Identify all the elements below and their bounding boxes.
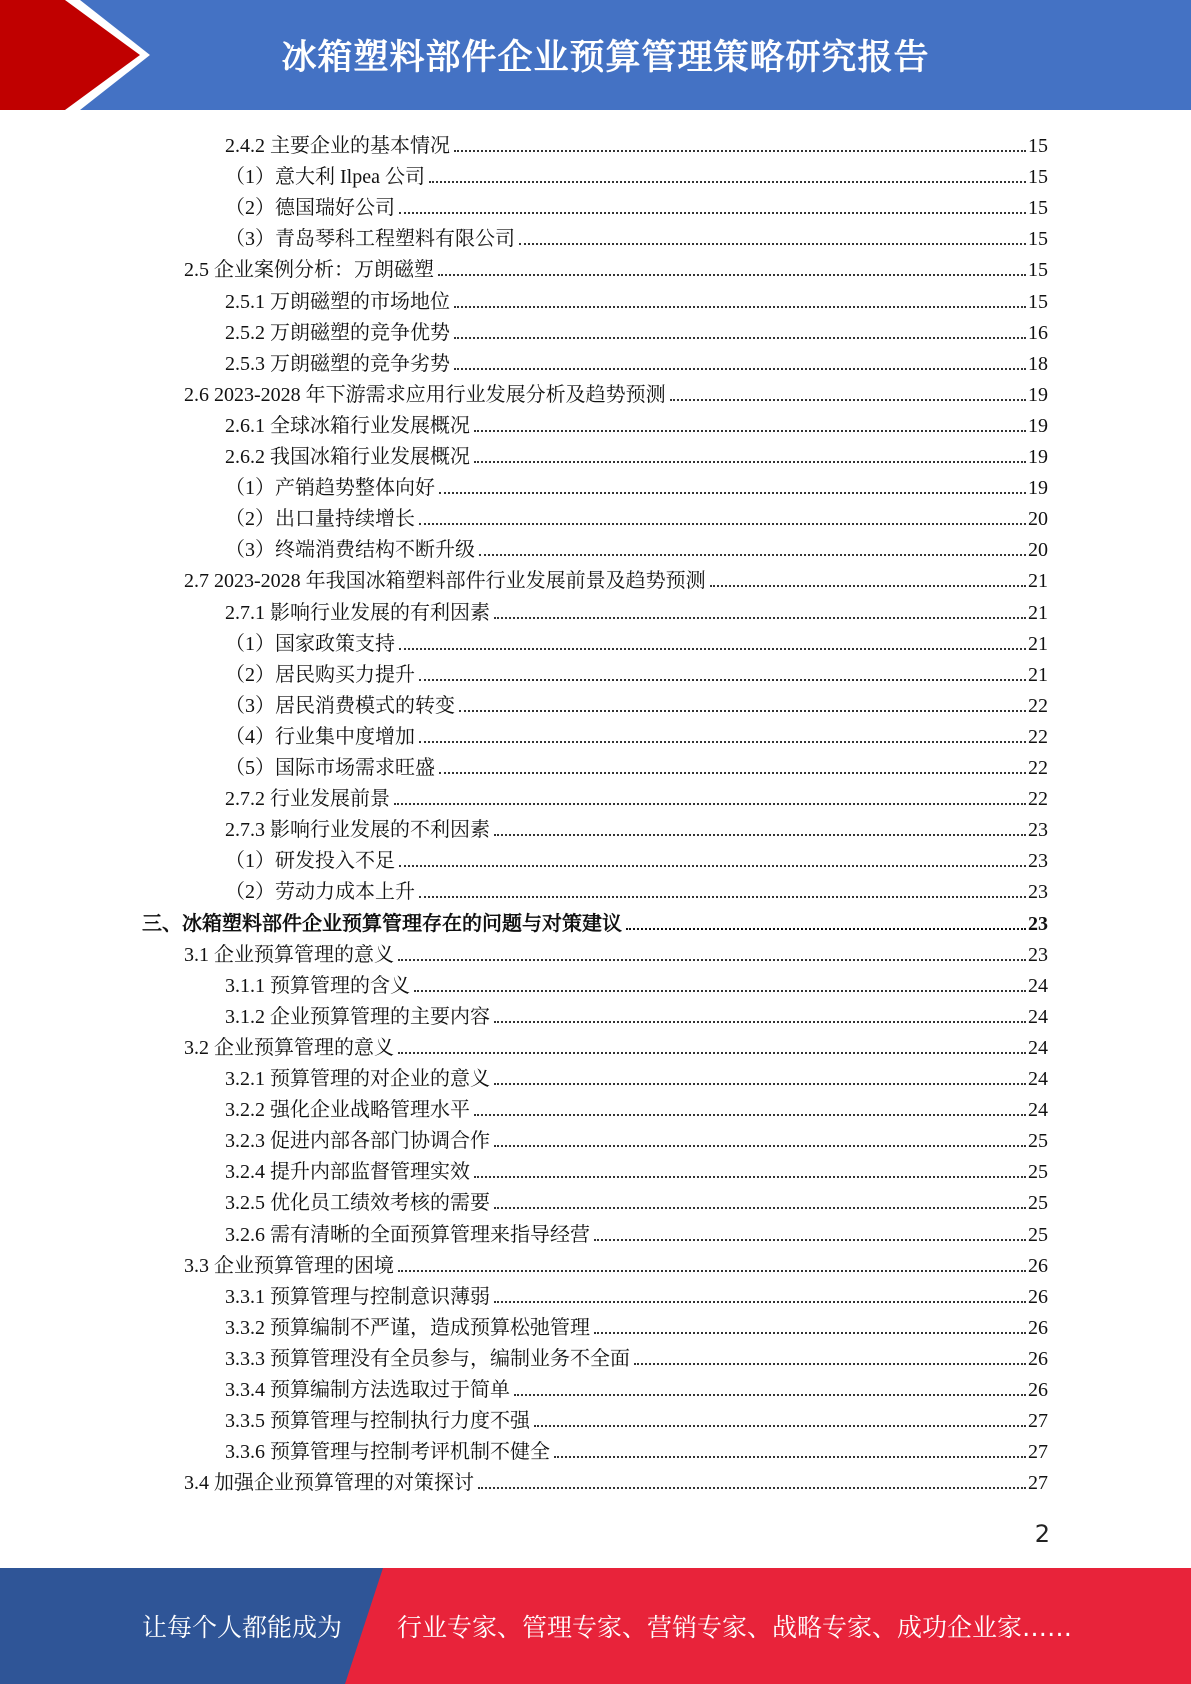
toc-entry[interactable] <box>0 624 1048 655</box>
toc-entry[interactable] <box>0 717 1048 748</box>
toc-entry[interactable] <box>0 344 1048 375</box>
toc-entry-page: 25 <box>1028 1223 1048 1246</box>
toc-entry[interactable] <box>0 997 1048 1028</box>
toc-entry-label: 2.7.1 影响行业发展的有利因素 <box>225 601 490 624</box>
toc-entry-label: （4）行业集中度增加 <box>225 725 415 748</box>
toc-entry[interactable] <box>0 1463 1048 1494</box>
toc-entry-label: 3.3.6 预算管理与控制考评机制不健全 <box>225 1441 550 1464</box>
toc-entry[interactable] <box>0 282 1048 313</box>
toc-dot-leader <box>394 803 1026 805</box>
toc-entry-page: 16 <box>1028 321 1048 344</box>
toc-dot-leader <box>494 1207 1026 1209</box>
toc-entry[interactable] <box>0 1183 1048 1214</box>
toc-dot-leader <box>474 1176 1026 1178</box>
toc-entry-page: 24 <box>1028 1005 1048 1028</box>
toc-entry-label: 2.6.2 我国冰箱行业发展概况 <box>225 446 470 468</box>
toc-entry[interactable] <box>0 468 1048 499</box>
toc-entry-label: （3）青岛琴科工程塑料有限公司 <box>225 228 515 251</box>
toc-entry-label: 3.1 企业预算管理的意义 <box>184 943 394 966</box>
toc-entry-label: 3.3.3 预算管理没有全员参与，编制业务不全面 <box>225 1347 630 1370</box>
toc-entry-label: 3.3.5 预算管理与控制执行力度不强 <box>225 1410 530 1433</box>
toc-entry[interactable] <box>0 437 1048 468</box>
toc-entry-label: 3.3 企业预算管理的困境 <box>184 1254 394 1277</box>
toc-dot-leader <box>438 274 1026 276</box>
toc-dot-leader <box>398 1052 1026 1054</box>
toc-dot-leader <box>474 1114 1026 1116</box>
toc-entry[interactable] <box>0 219 1048 250</box>
toc-dot-leader <box>429 181 1026 183</box>
toc-entry-label: 3.3.1 预算管理与控制意识薄弱 <box>225 1285 490 1308</box>
toc-entry-page: 21 <box>1028 601 1048 624</box>
page-header <box>0 0 1191 110</box>
toc-entry-page: 25 <box>1028 1192 1048 1215</box>
toc-entry-label: （5）国际市场需求旺盛 <box>225 757 435 779</box>
toc-dot-leader <box>626 928 1026 930</box>
toc-entry-page: 25 <box>1028 1130 1048 1153</box>
toc-entry-page: 15 <box>1028 197 1048 220</box>
toc-dot-leader <box>399 865 1026 867</box>
toc-entry-page: 24 <box>1028 974 1048 997</box>
toc-dot-leader <box>399 212 1026 214</box>
toc-entry[interactable] <box>0 561 1048 592</box>
toc-entry-page: 19 <box>1028 383 1048 406</box>
toc-dot-leader <box>494 1145 1026 1147</box>
footer-slogan-right: 行业专家、管理专家、营销专家、战略专家、成功企业家…… <box>397 1613 1073 1642</box>
toc-entry[interactable] <box>0 1215 1048 1246</box>
toc-entry-page: 21 <box>1028 570 1048 593</box>
toc-entry-page: 20 <box>1028 539 1048 562</box>
toc-entry-page: 26 <box>1028 1254 1048 1277</box>
toc-entry-label: 3.3.2 预算编制不严谨，造成预算松弛管理 <box>225 1316 590 1339</box>
toc-entry-label: （3）居民消费模式的转变 <box>225 694 455 717</box>
toc-entry-label: （2）居民购买力提升 <box>225 663 415 686</box>
page-number: 2 <box>1034 1520 1050 1548</box>
toc-entry-page: 18 <box>1028 352 1048 375</box>
toc-entry[interactable] <box>0 375 1048 406</box>
toc-dot-leader <box>494 1083 1026 1085</box>
toc-entry[interactable] <box>0 966 1048 997</box>
toc-entry-page: 15 <box>1028 135 1048 157</box>
toc-entry-label: （1）国家政策支持 <box>225 632 395 655</box>
toc-entry-label: 3.2.6 需有清晰的全面预算管理来指导经营 <box>225 1223 590 1246</box>
toc-entry[interactable] <box>0 406 1048 437</box>
toc-entry-page: 15 <box>1028 259 1048 282</box>
toc-dot-leader <box>519 243 1026 245</box>
toc-entry-page: 23 <box>1028 881 1048 904</box>
toc-dot-leader <box>494 1021 1026 1023</box>
toc-entry[interactable] <box>0 655 1048 686</box>
toc-entry-label: 2.6 2023-2028 年下游需求应用行业发展分析及趋势预测 <box>184 383 666 406</box>
toc-dot-leader <box>474 430 1026 432</box>
toc-entry-page: 21 <box>1028 663 1048 686</box>
toc-entry-page: 27 <box>1028 1410 1048 1433</box>
toc-dot-leader <box>414 990 1026 992</box>
toc-entry-page: 23 <box>1028 912 1048 935</box>
toc-entry[interactable] <box>0 779 1048 810</box>
toc-entry-page: 27 <box>1028 1441 1048 1464</box>
toc-entry-label: 2.5.1 万朗磁塑的市场地位 <box>225 290 450 313</box>
toc-entry-page: 15 <box>1028 290 1048 313</box>
toc-entry-label: 2.5 企业案例分析：万朗磁塑 <box>184 259 434 282</box>
toc-entry-label: （2）劳动力成本上升 <box>225 881 415 904</box>
toc-dot-leader <box>494 617 1026 619</box>
toc-entry-label: （3）终端消费结构不断升级 <box>225 539 475 562</box>
toc-entry[interactable] <box>0 313 1048 344</box>
toc-dot-leader <box>419 896 1026 898</box>
toc-entry[interactable] <box>0 1308 1048 1339</box>
toc-entry[interactable] <box>0 1370 1048 1401</box>
toc-dot-leader <box>534 1425 1026 1427</box>
toc-entry[interactable] <box>0 126 1048 157</box>
toc-entry[interactable] <box>0 1121 1048 1152</box>
toc-entry-label: 三、冰箱塑料部件企业预算管理存在的问题与对策建议 <box>142 912 622 935</box>
toc-entry-label: （2）德国瑞好公司 <box>225 197 395 220</box>
toc-entry-page: 21 <box>1028 632 1048 655</box>
toc-entry-label: 2.4.2 主要企业的基本情况 <box>225 135 450 157</box>
toc-entry-page: 24 <box>1028 1068 1048 1090</box>
toc-entry-page: 26 <box>1028 1285 1048 1308</box>
toc-entry-page: 23 <box>1028 819 1048 842</box>
toc-entry[interactable] <box>0 1401 1048 1432</box>
toc-entry-page: 22 <box>1028 694 1048 717</box>
toc-dot-leader <box>474 461 1026 463</box>
footer-slogan-left: 让每个人都能成为 <box>142 1613 343 1642</box>
toc-dot-leader <box>454 306 1026 308</box>
toc-entry[interactable] <box>0 686 1048 717</box>
toc-entry-label: 2.5.3 万朗磁塑的竞争劣势 <box>225 352 450 375</box>
toc-entry-page: 24 <box>1028 1099 1048 1122</box>
toc-entry-label: 2.5.2 万朗磁塑的竞争优势 <box>225 321 450 344</box>
toc-entry-label: 3.2.2 强化企业战略管理水平 <box>225 1099 470 1122</box>
toc-entry-label: 2.7.3 影响行业发展的不利因素 <box>225 819 490 842</box>
toc-entry-label: 2.6.1 全球冰箱行业发展概况 <box>225 414 470 437</box>
toc-entry-label: （2）出口量持续增长 <box>225 508 415 531</box>
toc-entry-page: 26 <box>1028 1316 1048 1339</box>
toc-entry[interactable] <box>0 530 1048 561</box>
toc-entry-label: 3.2 企业预算管理的意义 <box>184 1036 394 1059</box>
page-footer <box>0 1568 1191 1684</box>
toc-entry-page: 24 <box>1028 1036 1048 1059</box>
toc-dot-leader <box>594 1332 1026 1334</box>
toc-dot-leader <box>479 554 1026 556</box>
toc-entry-label: （1）研发投入不足 <box>225 850 395 873</box>
toc-dot-leader <box>478 1487 1026 1489</box>
toc-entry[interactable] <box>0 810 1048 841</box>
toc-entry-label: 2.7 2023-2028 年我国冰箱塑料部件行业发展前景及趋势预测 <box>184 570 706 593</box>
toc-dot-leader <box>494 1301 1026 1303</box>
toc-dot-leader <box>454 368 1026 370</box>
toc-entry-page: 19 <box>1028 414 1048 437</box>
toc-entry[interactable] <box>0 904 1048 935</box>
toc-entry-page: 23 <box>1028 943 1048 966</box>
toc-entry-label: 2.7.2 行业发展前景 <box>225 788 390 811</box>
toc-dot-leader <box>554 1456 1026 1458</box>
toc-entry-page: 22 <box>1028 788 1048 811</box>
toc-entry[interactable] <box>0 157 1048 188</box>
toc-entry-page: 26 <box>1028 1379 1048 1401</box>
toc-entry-label: 3.4 加强企业预算管理的对策探讨 <box>184 1472 474 1495</box>
toc-entry[interactable] <box>0 499 1048 530</box>
toc-entry-page: 27 <box>1028 1472 1048 1495</box>
toc-dot-leader <box>419 523 1026 525</box>
toc-entry-page: 19 <box>1028 446 1048 468</box>
toc-entry[interactable] <box>0 250 1048 281</box>
toc-entry-label: 3.3.4 预算编制方法选取过于简单 <box>225 1379 510 1401</box>
toc-entry-page: 22 <box>1028 725 1048 748</box>
toc-entry[interactable] <box>0 1090 1048 1121</box>
toc-dot-leader <box>419 679 1026 681</box>
toc-dot-leader <box>454 150 1026 152</box>
toc-entry-label: 3.2.4 提升内部监督管理实效 <box>225 1161 470 1184</box>
toc-entry-page: 25 <box>1028 1161 1048 1184</box>
toc-dot-leader <box>514 1394 1026 1396</box>
toc-entry-label: 3.2.1 预算管理的对企业的意义 <box>225 1068 490 1090</box>
toc-entry[interactable] <box>0 1432 1048 1463</box>
toc-entry-page: 19 <box>1028 477 1048 500</box>
toc-entry-page: 26 <box>1028 1347 1048 1370</box>
toc-entry-label: 3.1.2 企业预算管理的主要内容 <box>225 1005 490 1028</box>
toc-entry[interactable] <box>0 748 1048 779</box>
toc-entry[interactable] <box>0 593 1048 624</box>
toc-dot-leader <box>710 585 1026 587</box>
toc-entry[interactable] <box>0 1246 1048 1277</box>
toc-entry-label: 3.2.3 促进内部各部门协调合作 <box>225 1130 490 1153</box>
toc-entry[interactable] <box>0 1152 1048 1183</box>
toc-entry[interactable] <box>0 188 1048 219</box>
toc-dot-leader <box>439 492 1026 494</box>
toc-dot-leader <box>398 1270 1026 1272</box>
toc-entry[interactable] <box>0 1339 1048 1370</box>
document-title: 冰箱塑料部件企业预算管理策略研究报告 <box>281 38 930 78</box>
toc-entry-page: 23 <box>1028 850 1048 873</box>
toc-entry[interactable] <box>0 841 1048 872</box>
toc-entry-label: 3.2.5 优化员工绩效考核的需要 <box>225 1192 490 1215</box>
toc-entry-label: （1）意大利 Ilpea 公司 <box>225 166 425 189</box>
toc-entry-label: （1）产销趋势整体向好 <box>225 477 435 500</box>
toc-entry-label: 3.1.1 预算管理的含义 <box>225 974 410 997</box>
toc-entry[interactable] <box>0 872 1048 903</box>
toc-dot-leader <box>454 337 1026 339</box>
toc-dot-leader <box>398 959 1026 961</box>
toc-dot-leader <box>670 399 1026 401</box>
toc-entry-page: 15 <box>1028 228 1048 251</box>
toc-entry-page: 15 <box>1028 166 1048 189</box>
toc-entry[interactable] <box>0 1028 1048 1059</box>
toc-dot-leader <box>634 1363 1026 1365</box>
toc-entry[interactable] <box>0 1059 1048 1090</box>
toc-dot-leader <box>494 834 1026 836</box>
toc-dot-leader <box>419 741 1026 743</box>
toc-dot-leader <box>439 772 1026 774</box>
toc-dot-leader <box>594 1239 1026 1241</box>
toc-entry-page: 22 <box>1028 757 1048 779</box>
toc-entry[interactable] <box>0 1277 1048 1308</box>
toc-entry-page: 20 <box>1028 508 1048 531</box>
toc-entry[interactable] <box>0 935 1048 966</box>
toc-dot-leader <box>459 710 1026 712</box>
toc-dot-leader <box>399 648 1026 650</box>
